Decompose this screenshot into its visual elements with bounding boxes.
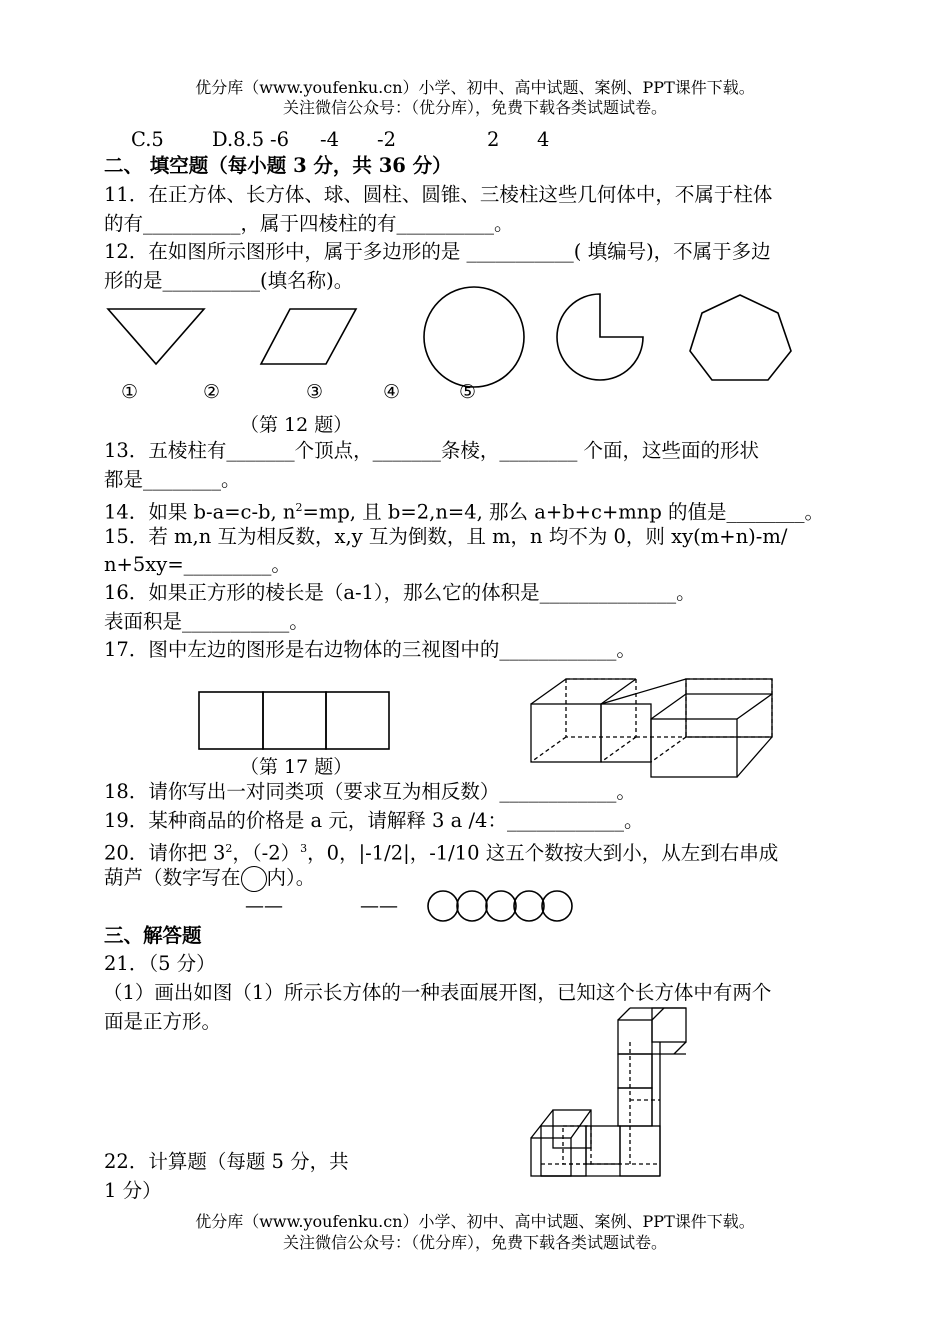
q11-line-2: 的有__________，属于四棱柱的有__________。 [104, 212, 514, 235]
dash-2: —— [360, 895, 398, 917]
section-3-title: 三、解答题 [104, 924, 202, 947]
q12-line-2: 形的是__________(填名称)。 [104, 269, 354, 292]
q14-line: 14．如果 b-a=c-b, $n^2=mp$, 且 b=2,n=4, 那么 a+b+c+mnp 的值是________。 [104, 500, 825, 524]
q20-line-1: 20．请你把 $3^2$，$(-2)^3$，0，|-1/2|，-1/10 这五个数按大到小，从左到右串成 [104, 841, 779, 865]
q22-line-2: 1 分） [104, 1179, 162, 1202]
number-line-label: 2 [487, 128, 500, 151]
header-line-2: 关注微信公众号：（优分库），免费下载各类试题试卷。 [282, 98, 667, 117]
footer-line-2: 关注微信公众号：（优分库），免费下载各类试题试卷。 [282, 1233, 667, 1252]
q19-line: 19．某种商品的价格是 a 元，请解释 3 a /4：____________。 [104, 809, 644, 832]
q16-line-2: 表面积是___________。 [104, 610, 309, 633]
q12-line-1: 12．在如图所示图形中，属于多边形的是 ___________( 填编号)，不属于多边 [104, 240, 771, 263]
number-line-label: -4 [320, 128, 339, 151]
q22-line-1: 22．计算题（每题 5 分，共 [104, 1150, 349, 1173]
q12-caption: （第 12 题） [240, 414, 353, 436]
q13-line-2: 都是________。 [104, 468, 241, 491]
section-2-title: 二、 填空题（每小题 3 分，共 36 分） [104, 154, 452, 177]
shape-label-2: ② [203, 381, 221, 403]
number-line-label: 4 [537, 128, 550, 151]
q13-line-1: 13．五棱柱有_______个顶点，_______条棱，________ 个面，这些面的形状 [104, 439, 760, 462]
q15-line-2: n+5xy=_________。 [104, 553, 291, 576]
q11-line-1: 11．在正方体、长方体、球、圆柱、圆锥、三棱柱这些几何体中，不属于柱体 [104, 183, 773, 206]
q18-line: 18．请你写出一对同类项（要求互为相反数）____________。 [104, 780, 636, 803]
q21-line-1: （1）画出如图（1）所示长方体的一种表面展开图，已知这个长方体中有两个 [103, 981, 772, 1004]
number-line-label: -2 [377, 128, 396, 151]
shape-label-3: ③ [306, 381, 324, 403]
footer-line-1: 优分库（www.youfenku.cn）小学、初中、高中试题、案例、PPT课件下载。 [195, 1212, 755, 1231]
option-d: D.8.5 [212, 128, 265, 151]
dash-1: —— [245, 895, 283, 917]
shape-label-5: ⑤ [459, 381, 477, 403]
q21-line-2: 面是正方形。 [104, 1010, 222, 1033]
option-c: C.5 [131, 128, 164, 151]
number-line-label: -6 [270, 128, 289, 151]
shape-label-1: ① [121, 381, 139, 403]
q17-caption: （第 17 题） [240, 756, 353, 778]
q21-head: 21．（5 分） [104, 952, 216, 975]
q20-line-2: 葫芦（数字写在 内）。 [104, 864, 315, 892]
q16-line-1: 16．如果正方形的棱长是（a-1），那么它的体积是______________。 [104, 581, 696, 604]
shape-label-4: ④ [383, 381, 401, 403]
q15-line-1: 15．若 m,n 互为相反数，x,y 互为倒数，且 m，n 均不为 0，则 xy(m+n)-m/ [104, 525, 788, 548]
header-line-1: 优分库（www.youfenku.cn）小学、初中、高中试题、案例、PPT课件下载。 [195, 78, 755, 97]
q17-line-1: 17．图中左边的图形是右边物体的三视图中的____________。 [104, 638, 636, 661]
